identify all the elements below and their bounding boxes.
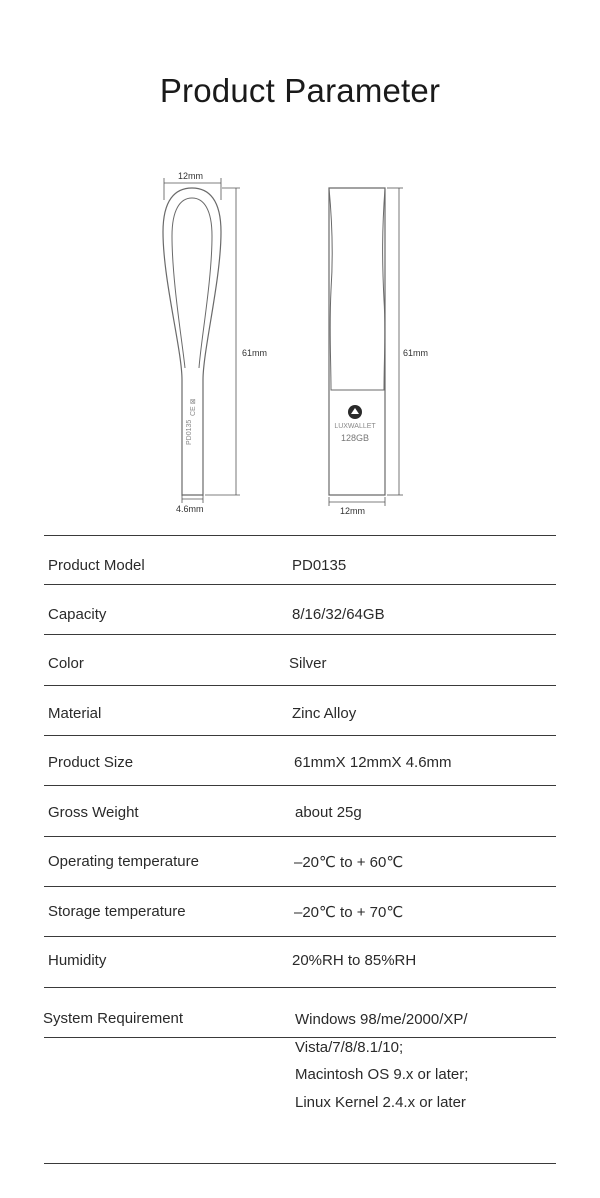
table-divider: [44, 685, 556, 686]
table-divider: [44, 836, 556, 837]
spec-label-material: Material: [48, 705, 102, 722]
brand-name: LUXWALLET: [334, 423, 376, 430]
spec-label-humidity: Humidity: [48, 952, 107, 969]
body-width-label: 12mm: [340, 506, 366, 516]
table-divider: [44, 735, 556, 736]
spec-label-storage-temperature: Storage temperature: [48, 903, 186, 920]
table-divider: [44, 886, 556, 887]
spec-value-gross-weight: about 25g: [295, 804, 362, 821]
table-divider: [44, 987, 556, 988]
table-divider: [44, 785, 556, 786]
capacity-mark: 128GB: [340, 433, 370, 443]
body-width-dimension: [329, 497, 385, 506]
spec-label-operating-temperature: Operating temperature: [48, 853, 199, 870]
loop-height-label: 61mm: [242, 348, 268, 358]
product-dimension-drawing: [0, 160, 600, 530]
spec-label-system-requirement: System Requirement: [43, 1010, 184, 1027]
spec-value-storage-temperature: –20℃ to + 70℃: [294, 904, 404, 921]
spec-label-product-model: Product Model: [48, 557, 145, 574]
loop-thickness-label: 4.6mm: [176, 504, 204, 514]
table-divider: [44, 634, 556, 635]
system-requirement-line: Macintosh OS 9.x or later;: [295, 1066, 469, 1083]
system-requirement-line: Vista/7/8/8.1/10;: [295, 1039, 404, 1056]
engraving-model: PD0135: [186, 419, 193, 445]
brand-logo: [348, 405, 362, 419]
table-divider: [44, 936, 556, 937]
spec-value-product-size: 61mmX 12mmX 4.6mm: [294, 754, 452, 771]
spec-value-color: Silver: [289, 655, 327, 672]
spec-value-material: Zinc Alloy: [292, 705, 357, 722]
spec-label-capacity: Capacity: [48, 606, 107, 623]
table-divider: [44, 1163, 556, 1164]
loop-side-view: [163, 188, 221, 495]
loop-width-label: 12mm: [178, 171, 204, 181]
spec-label-gross-weight: Gross Weight: [48, 804, 139, 821]
spec-value-humidity: 20%RH to 85%RH: [292, 952, 417, 969]
system-requirement-line: Windows 98/me/2000/XP/: [295, 1011, 468, 1028]
system-requirement-line: Linux Kernel 2.4.x or later: [295, 1094, 466, 1111]
loop-thickness-dimension: [182, 495, 203, 503]
engraving-marks: CE ⊠: [190, 398, 197, 416]
body-height-label: 61mm: [403, 348, 429, 358]
usb-front-view: [329, 188, 385, 495]
page-title: Product Parameter: [159, 72, 441, 109]
table-divider: [44, 584, 556, 585]
spec-value-product-model: PD0135: [292, 557, 347, 574]
spec-label-product-size: Product Size: [48, 754, 134, 771]
spec-value-capacity: 8/16/32/64GB: [292, 606, 385, 623]
loop-height-dimension: [205, 188, 240, 495]
body-height-dimension: [387, 188, 403, 495]
table-divider: [44, 1037, 556, 1038]
spec-label-color: Color: [48, 655, 84, 672]
table-divider: [44, 535, 556, 536]
spec-value-operating-temperature: –20℃ to + 60℃: [294, 854, 404, 871]
